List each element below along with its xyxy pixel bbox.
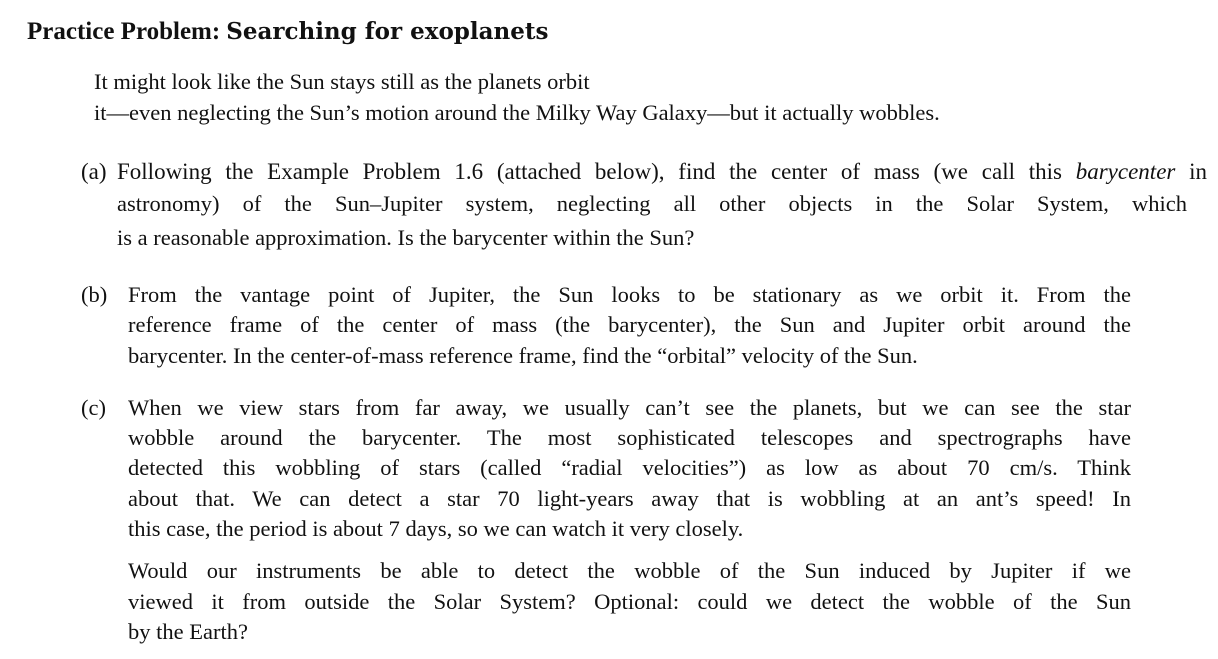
part-c-line-6 [128, 556, 1131, 586]
part-c-line-1-text: When we view stars from far away, we usually can’t see the planets, but we can see the star [128, 395, 1131, 420]
part-b-line-1-text: From the vantage point of Jupiter, the Sun looks to be stationary as we orbit it. From the [128, 282, 1131, 307]
part-c-line-8: by the Earth? [128, 619, 248, 644]
part-c-line-1 [128, 393, 1131, 423]
part-c-label: (c) [81, 395, 106, 420]
problem-prefix: Practice Problem: [27, 18, 221, 45]
intro-line-1: It might look like the Sun stays still as the planets orbit [94, 69, 590, 94]
part-a-line-3: is a reasonable approximation. Is the barycenter within the Sun? [117, 225, 695, 250]
part-a-label: (a) [81, 159, 107, 184]
part-c-line-7 [128, 587, 1131, 617]
part-c-line-6-text: Would our instruments be able to detect the wobble of the Sun induced by Jupiter if we [128, 558, 1131, 583]
intro-line-2: it—even neglecting the Sun’s motion around the Milky Way Galaxy—but it actually wobbles. [94, 100, 940, 125]
part-a-line-1-end: in [1189, 159, 1208, 184]
part-b-line-2 [128, 310, 1131, 340]
problem-title: Searching for exoplanets [226, 18, 549, 45]
part-c-line-3 [128, 453, 1131, 483]
part-b-line-1 [128, 280, 1131, 310]
part-c-line-3-text: detected this wobbling of stars (called “radial velocities”) as low as about 70 cm/s. Think [128, 455, 1131, 480]
part-c-line-2-text: wobble around the barycenter. The most sophisticated telescopes and spectrographs have [128, 425, 1131, 450]
problem-heading [27, 18, 548, 46]
part-b-label: (b) [81, 282, 108, 307]
part-b-line-2-text: reference frame of the center of mass (the barycenter), the Sun and Jupiter orbit around the [128, 312, 1131, 337]
part-c-line-5: this case, the period is about 7 days, so we can watch it very closely. [128, 516, 744, 541]
part-b-line-3: barycenter. In the center-of-mass reference frame, find the “orbital” velocity of the Sun. [128, 343, 918, 368]
part-a-line-1-text: Following the Example Problem 1.6 (attached below), find the center of mass (we call this [117, 159, 1062, 184]
barycenter-term: barycenter [1075, 159, 1176, 184]
part-c-line-7-text: viewed it from outside the Solar System? Optional: could we detect the wobble of the Sun [128, 589, 1131, 614]
part-c-line-4 [128, 484, 1131, 514]
part-c-line-2 [128, 423, 1131, 453]
part-a-line-2 [117, 189, 1187, 219]
part-a-line-2-text: astronomy) of the Sun–Jupiter system, neglecting all other objects in the Solar System, which [117, 191, 1187, 216]
part-a-line-1 [117, 157, 1207, 187]
part-c-line-4-text: about that. We can detect a star 70 light-years away that is wobbling at an ant’s speed! In [128, 486, 1131, 511]
